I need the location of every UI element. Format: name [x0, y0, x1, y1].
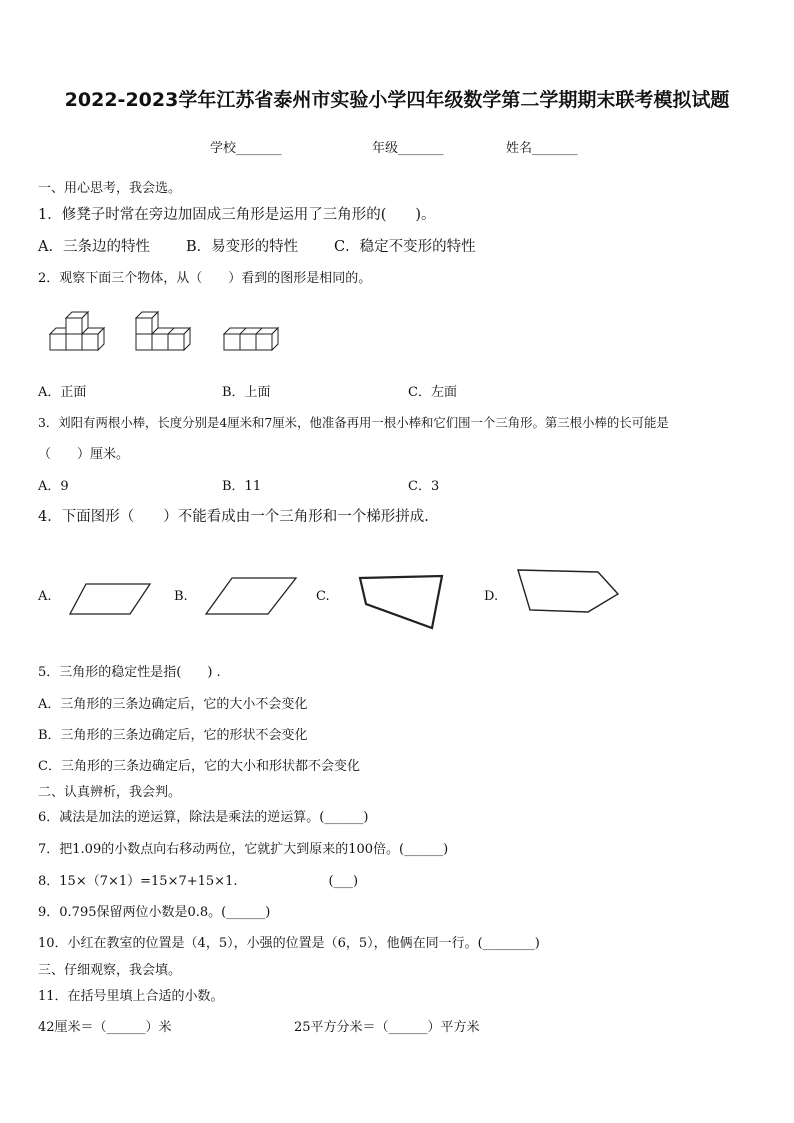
q3-option-a: A．9 — [38, 479, 69, 494]
q4-option-a: A. — [38, 589, 52, 604]
question-2: 2．观察下面三个物体，从（ ）看到的图形是相同的。 — [38, 271, 372, 286]
q4-shape-b — [202, 574, 302, 620]
section-3-heading: 三、仔细观察，我会填。 — [38, 963, 182, 978]
question-5: 5．三角形的稳定性是指( ) . — [38, 665, 221, 680]
q11-blank-right: 25平方分米＝（______）平方米 — [294, 1020, 480, 1035]
section-1-heading: 一、用心思考，我会选。 — [38, 181, 182, 196]
q2-option-b: B．上面 — [222, 385, 271, 400]
section-2-heading: 二、认真辨析，我会判。 — [38, 785, 182, 800]
q4-shape-d — [512, 566, 624, 618]
q5-option-c: C．三角形的三条边确定后，它的大小和形状都不会变化 — [38, 759, 360, 774]
q4-option-d: D. — [484, 589, 499, 604]
school-field: 学校_______ — [210, 141, 282, 156]
question-10: 10．小红在教室的位置是（4，5），小强的位置是（6，5），他俩在同一行。(________) — [38, 936, 540, 951]
question-4: 4．下面图形（ ）不能看成由一个三角形和一个梯形拼成. — [38, 509, 429, 525]
q2-option-c: C．左面 — [408, 385, 457, 400]
question-3: 3．刘阳有两根小棒，长度分别是4厘米和7厘米，他准备再用一根小棒和它们围一个三角形。第三根小棒的长可能是 — [38, 415, 669, 430]
q4-shape-a — [66, 580, 156, 620]
q11-blank-left: 42厘米＝（______）米 — [38, 1020, 172, 1035]
question-6: 6．减法是加法的逆运算，除法是乘法的逆运算。(______) — [38, 810, 369, 825]
cube-figure-2 — [130, 312, 194, 362]
question-1: 1．修凳子时常在旁边加固成三角形是运用了三角形的( )。 — [38, 207, 436, 223]
q5-option-a: A．三角形的三条边确定后，它的大小不会变化 — [38, 697, 308, 712]
name-field: 姓名_______ — [506, 141, 578, 156]
question-7: 7．把1.09的小数点向右移动两位，它就扩大到原来的100倍。(______) — [38, 842, 449, 857]
q2-option-a: A．正面 — [38, 385, 87, 400]
cube-figure-3 — [218, 328, 282, 362]
q1-option-c: C．稳定不变形的特性 — [334, 239, 476, 255]
question-3-continued: （ ）厘米。 — [38, 447, 130, 462]
page-title: 2022-2023学年江苏省泰州市实验小学四年级数学第二学期期末联考模拟试题 — [64, 89, 730, 111]
q3-option-b: B．11 — [222, 479, 262, 494]
q1-option-b: B．易变形的特性 — [186, 239, 299, 255]
q1-option-a: A．三条边的特性 — [38, 239, 150, 255]
grade-field: 年级_______ — [372, 141, 444, 156]
question-11: 11．在括号里填上合适的小数。 — [38, 989, 224, 1004]
q5-option-b: B．三角形的三条边确定后，它的形状不会变化 — [38, 728, 308, 743]
cube-figure-1 — [44, 312, 108, 362]
q4-option-c: C. — [316, 589, 330, 604]
question-8: 8．15×（7×1）=15×7+15×1. (___) — [38, 874, 359, 889]
q4-option-b: B. — [174, 589, 188, 604]
q3-option-c: C．3 — [408, 479, 440, 494]
q4-shape-c — [356, 572, 448, 634]
question-9: 9．0.795保留两位小数是0.8。(______) — [38, 905, 271, 920]
